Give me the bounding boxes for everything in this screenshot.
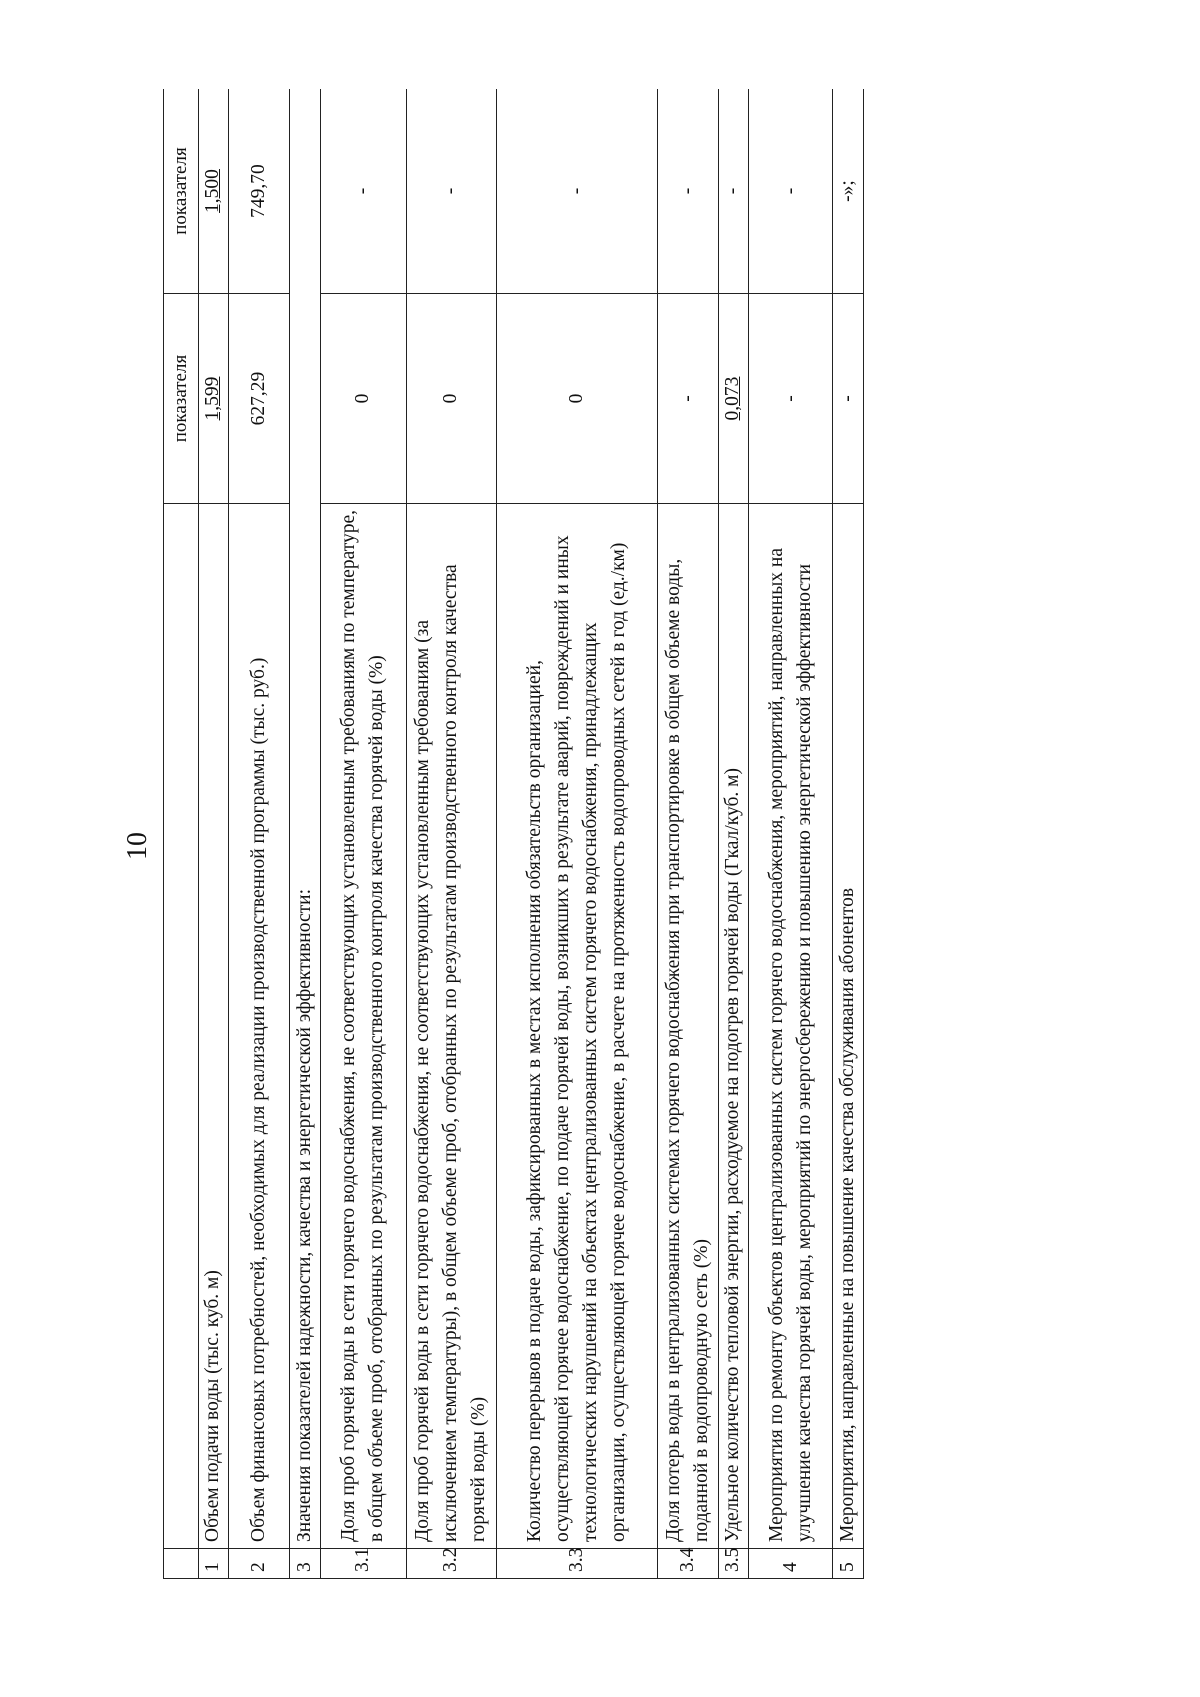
- rotated-table-area: [163, 89, 864, 1579]
- row-next-value: -: [496, 89, 658, 294]
- rotated-table-container: [163, 89, 864, 1579]
- row-current-value: 0: [320, 294, 406, 504]
- row-description: Удельное количество тепловой энергии, расходуемое на подогрев горячей воды (Гкал/куб. м): [718, 504, 749, 1549]
- table-row: [320, 89, 406, 1579]
- table-row: [198, 89, 229, 1579]
- row-current-value: -: [749, 294, 833, 504]
- row-description: Доля проб горячей воды в сети горячего водоснабжения, не соответствующих установленным требованиям (за исключением температуры), в общем объеме проб, отобранных по результатам производственного контроля качества горячей воды (%): [406, 504, 496, 1549]
- table-row-section: [290, 89, 321, 1579]
- header-next-value: показателя: [164, 89, 199, 294]
- row-number: 2: [229, 1549, 290, 1579]
- table-row: [749, 89, 833, 1579]
- row-current-value: -: [833, 294, 864, 504]
- indicators-table: [163, 89, 864, 1579]
- row-next-value: 749,70: [229, 89, 290, 294]
- row-description: Доля потерь воды в централизованных системах горячего водоснабжения при транспортировке в общем объеме воды, поданной в водопроводную сеть (%): [658, 504, 718, 1549]
- table-header-row: [164, 89, 199, 1579]
- table-row: [718, 89, 749, 1579]
- row-current-value: 0: [496, 294, 658, 504]
- row-next-value: -: [320, 89, 406, 294]
- row-next-value: -: [749, 89, 833, 294]
- table-row: [833, 89, 864, 1579]
- row-number: 1: [198, 1549, 229, 1579]
- row-next-value: -: [658, 89, 718, 294]
- row-number: 5: [833, 1549, 864, 1579]
- row-next-value: -: [718, 89, 749, 294]
- header-desc-cell: [164, 504, 199, 1549]
- row-description: Доля проб горячей воды в сети горячего водоснабжения, не соответствующих установленным требованиям по температуре, в общем объеме проб, отобранных по результатам производственного контроля качества горячей воды (%): [320, 504, 406, 1549]
- row-next-value: -: [406, 89, 496, 294]
- row-number: 3.4: [658, 1549, 718, 1579]
- page-number: 10: [122, 832, 153, 860]
- row-number: 3.3: [496, 1549, 658, 1579]
- header-num-cell: [164, 1549, 199, 1579]
- row-next-value: 1,500: [198, 89, 229, 294]
- section-heading: Значения показателей надежности, качества и энергетической эффективности:: [290, 89, 321, 1549]
- row-next-value: -»;: [833, 89, 864, 294]
- row-description: Мероприятия, направленные на повышение качества обслуживания абонентов: [833, 504, 864, 1549]
- row-number: 3.5: [718, 1549, 749, 1579]
- row-current-value: 627,29: [229, 294, 290, 504]
- row-description: Количество перерывов в подаче воды, зафиксированных в местах исполнения обязательств организацией, осуществляющей горячее водоснабжение, по подаче горячей воды, возникших в результате аварий, повреждений и иных технологических нарушений на объектах централизованных систем горячего водоснабжения, принадлежащих организации, осуществляющей горячее водоснабжение, в расчете на протяженность водопроводных сетей в год (ед./км): [496, 504, 658, 1549]
- table-row: [406, 89, 496, 1579]
- row-number: 3.2: [406, 1549, 496, 1579]
- row-current-value: 0: [406, 294, 496, 504]
- row-number: 4: [749, 1549, 833, 1579]
- table-row: [658, 89, 718, 1579]
- row-current-value: 1,599: [198, 294, 229, 504]
- table-row: [496, 89, 658, 1579]
- row-description: Объем подачи воды (тыс. куб. м): [198, 504, 229, 1549]
- row-number: 3.1: [320, 1549, 406, 1579]
- row-description: Объем финансовых потребностей, необходимых для реализации производственной программы (тыс. руб.): [229, 504, 290, 1549]
- table-row: [229, 89, 290, 1579]
- header-current-value: показателя: [164, 294, 199, 504]
- row-current-value: 0,073: [718, 294, 749, 504]
- row-number: 3: [290, 1549, 321, 1579]
- row-description: Мероприятия по ремонту объектов централизованных систем горячего водоснабжения, мероприятий, направленных на улучшение качества горячей воды, мероприятий по энергосбережению и повышению энергетической эффективности: [749, 504, 833, 1549]
- row-current-value: -: [658, 294, 718, 504]
